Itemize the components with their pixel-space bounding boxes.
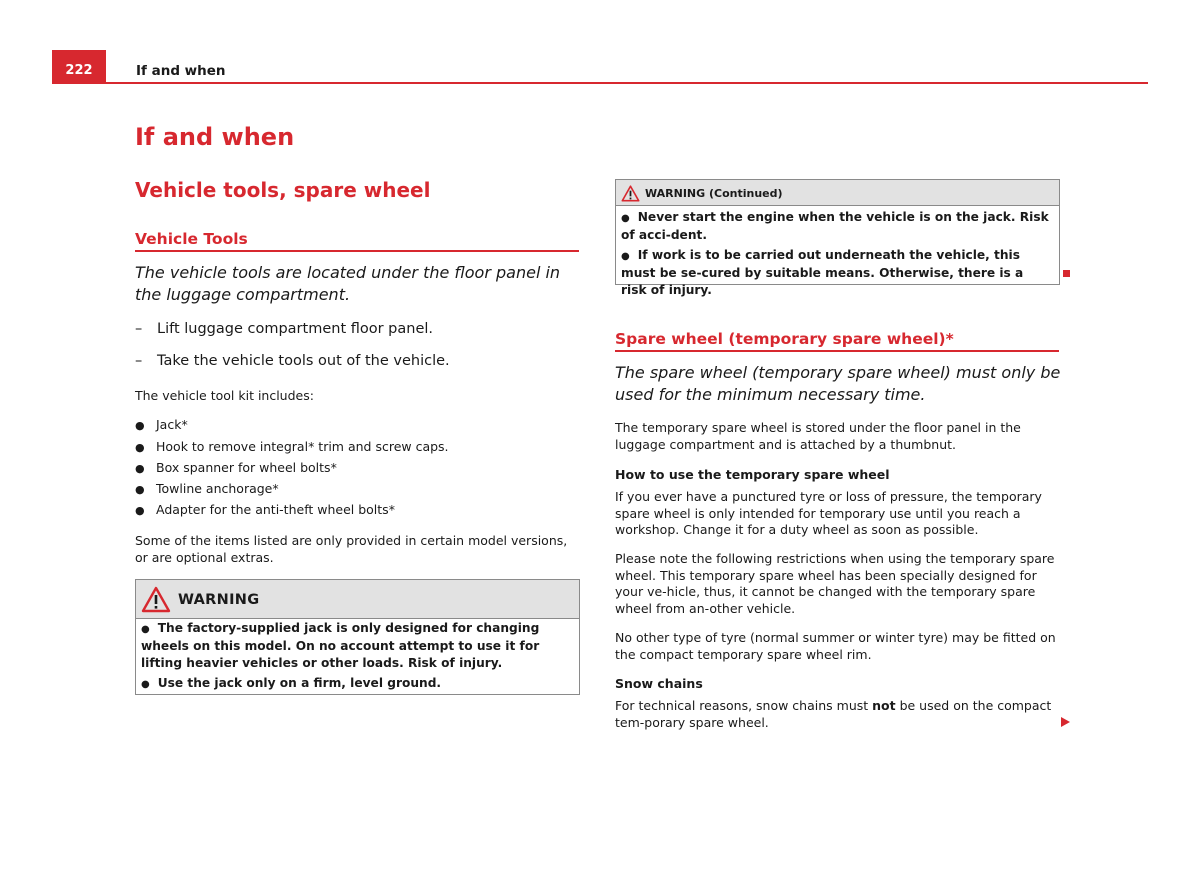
warning-item-text: Use the jack only on a firm, level ground. <box>157 676 442 690</box>
kit-intro: The vehicle tool kit includes: <box>135 388 314 403</box>
subsection-title-spare-wheel: Spare wheel (temporary spare wheel)* <box>615 330 1059 352</box>
warning-item <box>621 247 1051 299</box>
bullet-marker: ● <box>135 504 145 517</box>
warning-triangle-icon <box>141 586 171 613</box>
subsection-title-vehicle-tools: Vehicle Tools <box>135 230 579 252</box>
step-item <box>135 353 450 369</box>
howto-heading: How to use the temporary spare wheel <box>615 467 890 482</box>
step-marker: – <box>135 353 143 369</box>
bullet-marker: ● <box>621 251 630 262</box>
paragraph: No other type of tyre (normal summer or winter tyre) may be fitted on the compact temporary spare wheel rim. <box>615 630 1056 662</box>
bullet-marker: ● <box>135 462 145 475</box>
snow-chains-heading: Snow chains <box>615 676 703 691</box>
spare-intro-text: The spare wheel (temporary spare wheel) must only be used for the minimum necessary time. <box>615 363 1061 404</box>
running-head: If and when <box>136 63 226 79</box>
bullet-marker: ● <box>141 679 150 690</box>
snow-text-after: be used on the compact tem-porary spare wheel. <box>615 698 1052 730</box>
warning-label: WARNING <box>178 592 260 608</box>
snow-text-before: For technical reasons, snow chains must <box>615 698 873 713</box>
list-item-text: Towline anchorage* <box>156 481 279 496</box>
paragraph: The temporary spare wheel is stored under the floor panel in the luggage compartment and is attached by a thumbnut. <box>615 420 1021 452</box>
list-item-text: Box spanner for wheel bolts* <box>156 460 337 475</box>
list-item <box>135 439 449 454</box>
paragraph: Please note the following restrictions when using the temporary spare wheel. This temporary spare wheel has been specially designed for your ve-hicle, thus, it cannot be changed with the temporary spare wheel from an-other vehicle. <box>615 551 1055 616</box>
warning-item <box>141 620 573 672</box>
list-item <box>135 460 337 475</box>
snow-text-emphasis: not <box>872 698 896 713</box>
bullet-marker: ● <box>135 441 145 454</box>
step-text: Lift luggage compartment floor panel. <box>157 321 434 337</box>
section-title: Vehicle tools, spare wheel <box>135 178 431 202</box>
warning-item <box>141 675 573 693</box>
intro-text: The vehicle tools are located under the floor panel in the luggage compartment. <box>135 263 561 304</box>
bullet-marker: ● <box>621 213 630 224</box>
list-item <box>135 481 279 496</box>
list-item <box>135 502 395 517</box>
bullet-marker: ● <box>135 419 145 432</box>
list-item-text: Hook to remove integral* trim and screw caps. <box>156 439 449 454</box>
bullet-marker: ● <box>135 483 145 496</box>
page-number: 222 <box>65 63 93 78</box>
warning-item-text: Never start the engine when the vehicle is on the jack. Risk of acci-dent. <box>621 210 1049 242</box>
end-of-section-mark <box>1063 270 1070 277</box>
continue-arrow-icon <box>1061 717 1070 727</box>
step-item <box>135 321 433 337</box>
header-rule <box>106 82 1148 84</box>
bullet-marker: ● <box>141 624 150 635</box>
step-marker: – <box>135 321 143 337</box>
list-item-text: Jack* <box>156 417 188 432</box>
warning-triangle-icon <box>621 185 640 202</box>
warning-item-text: The factory-supplied jack is only designed for changing wheels on this model. On no account attempt to use it for lifting heavier vehicles or other loads. Risk of injury. <box>141 621 540 670</box>
kit-note: Some of the items listed are only provided in certain model versions, or are optional extras. <box>135 533 568 565</box>
paragraph: If you ever have a punctured tyre or loss of pressure, the temporary spare wheel is only intended for temporary use until you reach a workshop. Change it for a duty wheel as soon as possible. <box>615 489 1042 537</box>
list-item <box>135 417 188 432</box>
warning-continued-label: WARNING (Continued) <box>645 187 783 200</box>
step-text: Take the vehicle tools out of the vehicle. <box>157 353 450 369</box>
warning-item <box>621 209 1051 244</box>
list-item-text: Adapter for the anti-theft wheel bolts* <box>156 502 395 517</box>
warning-item-text: If work is to be carried out underneath the vehicle, this must be se-cured by suitable means. Otherwise, there is a risk of injury. <box>621 248 1024 297</box>
snow-chains-paragraph <box>615 698 1060 731</box>
chapter-title: If and when <box>135 123 295 151</box>
